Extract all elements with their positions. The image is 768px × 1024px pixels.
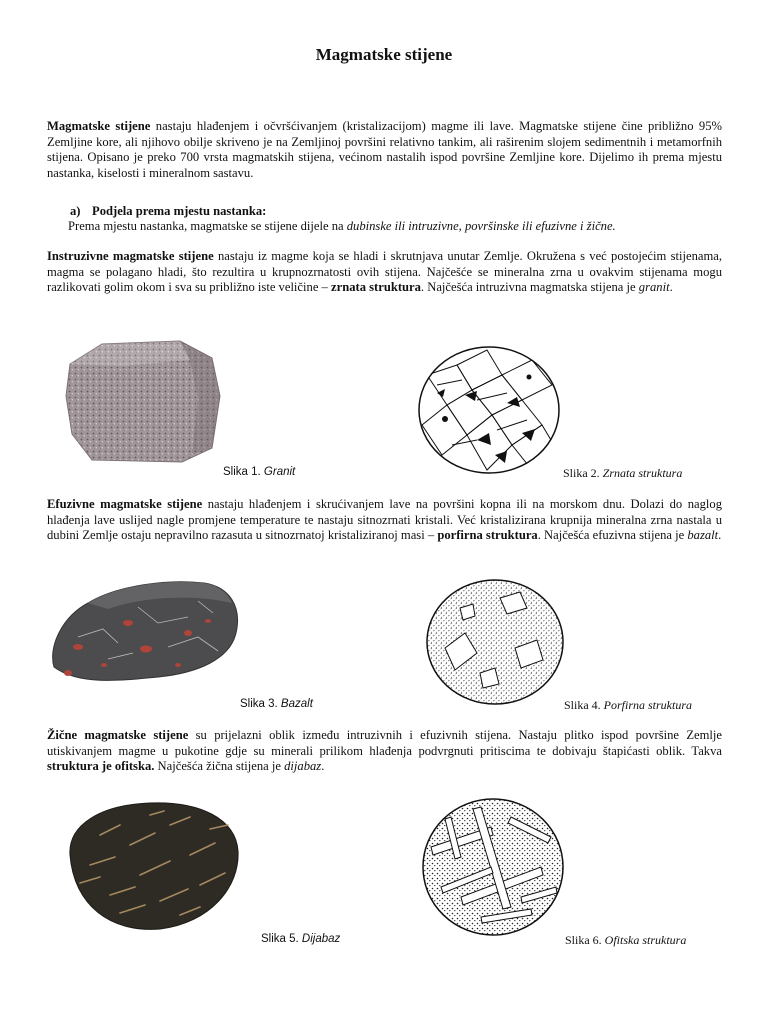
section-a-text <box>68 219 728 234</box>
dike-example: dijabaz <box>284 759 322 774</box>
dike-paragraph <box>47 728 722 775</box>
effusive-structure: porfirna struktura <box>437 528 538 543</box>
effusive-paragraph <box>47 497 722 544</box>
caption-6-name: Ofitska struktura <box>604 933 687 947</box>
effusive-example: bazalt <box>687 528 719 543</box>
caption-5-label: Slika 5. <box>261 933 299 945</box>
granular-structure-image <box>417 345 561 475</box>
basalt-image <box>48 577 242 687</box>
intrusive-term: Instruzivne magmatske stijene <box>47 249 214 263</box>
dike-end: . <box>321 759 325 774</box>
effusive-end: . <box>718 528 722 543</box>
caption-3 <box>240 698 313 710</box>
caption-4-label: Slika 4. <box>564 698 601 712</box>
intrusive-text-2: . Najčešća intruzivna magmatska stijena je <box>420 280 639 295</box>
caption-5 <box>261 933 340 945</box>
intrusive-text-1: nastaju iz magme koja se hladi i skrutnjava unutar Zemlje. Okružena s već postojećim stijenama, magma se polagano hladi, što rezultira u krupnozrnatosti ovih stijena. Najčešće se mineralna zrna u ovakvim stijenama mogu razlikovati golim okom i sva su približno iste veličine – <box>47 249 722 295</box>
intro-paragraph <box>47 119 722 181</box>
intrusive-structure: zrnata struktura <box>331 280 421 295</box>
intro-text: nastaju hlađenjem i očvršćivanjem (kristalizacijom) magme ili lave. Magmatske stijene čine približno 95% Zemljine kore, ali njihovo obilje skriveno je na Zemljinoj površini relativno tankim, ali raširenim slojem sedimentnih i metamorfnih stijena. Opisano je preko 700 vrsta magmatskih stijena, većinom nastalih ispod površine Zemljine kore. Dijelimo ih prema mjestu nastanka, kiselosti i mineralnom sastavu. <box>47 119 723 180</box>
caption-2 <box>563 466 682 481</box>
caption-4-name: Porfirna struktura <box>603 698 693 712</box>
intro-term: Magmatske stijene <box>47 119 151 133</box>
section-a-sub-italic: dubinske ili intruzivne, površinske ili efuzivne i žične. <box>346 219 616 233</box>
dike-text-1: su prijelazni oblik između intruzivnih i efuzivnih stijena. Nastaju plitko ispod površine Zemlje utiskivanjem magme u pukotine gdje su minerali prilikom hlađenja podvrgnuti pritiscima te dobivaju štapićasti oblik. Takva <box>47 728 722 758</box>
porphyritic-structure-image <box>425 578 565 706</box>
caption-2-name: Zrnata struktura <box>602 466 683 480</box>
diabase-image <box>60 795 242 935</box>
section-a-number: a) <box>70 204 81 218</box>
dike-text-2: Najčešća žična stijena je <box>154 759 285 774</box>
page-title: Magmatske stijene <box>315 45 453 64</box>
granite-image <box>62 336 224 466</box>
caption-6-label: Slika 6. <box>565 933 602 947</box>
caption-4 <box>564 698 692 713</box>
intrusive-example: granit <box>638 280 670 295</box>
caption-1-label: Slika 1. <box>223 466 261 478</box>
caption-1 <box>223 466 295 478</box>
intrusive-paragraph <box>47 249 722 296</box>
caption-3-name: Bazalt <box>280 698 313 710</box>
section-a-heading <box>70 204 266 219</box>
caption-6 <box>565 933 686 948</box>
caption-1-name: Granit <box>263 466 296 478</box>
dike-term: Žične magmatske stijene <box>47 728 189 742</box>
section-a-sub-text: Prema mjestu nastanka, magmatske se stijene dijele na <box>68 219 347 233</box>
effusive-text-2: . Najčešća efuzivna stijena je <box>537 528 688 543</box>
caption-5-name: Dijabaz <box>301 933 341 945</box>
caption-2-label: Slika 2. <box>563 466 600 480</box>
section-a-title: Podjela prema mjestu nastanka: <box>92 204 267 218</box>
dike-structure: struktura je ofitska. <box>47 759 155 774</box>
effusive-term: Efuzivne magmatske stijene <box>47 497 203 511</box>
caption-3-label: Slika 3. <box>240 698 278 710</box>
effusive-text-1: nastaju hlađenjem i skrućivanjem lave na površini kopna ili na morskom dnu. Dolazi do naglog hlađenja lave uslijed nagle promjene temperature te nastaju sitnozrnati kristali. Već kristalizirana krupnija mineralna zrna nastala u dubini Zemlje ostaju nepravilno razasuta u sitnozrnatoj kristaliziranoj masi – <box>47 497 723 543</box>
ophitic-structure-image <box>421 797 565 937</box>
intrusive-end: . <box>669 280 673 295</box>
